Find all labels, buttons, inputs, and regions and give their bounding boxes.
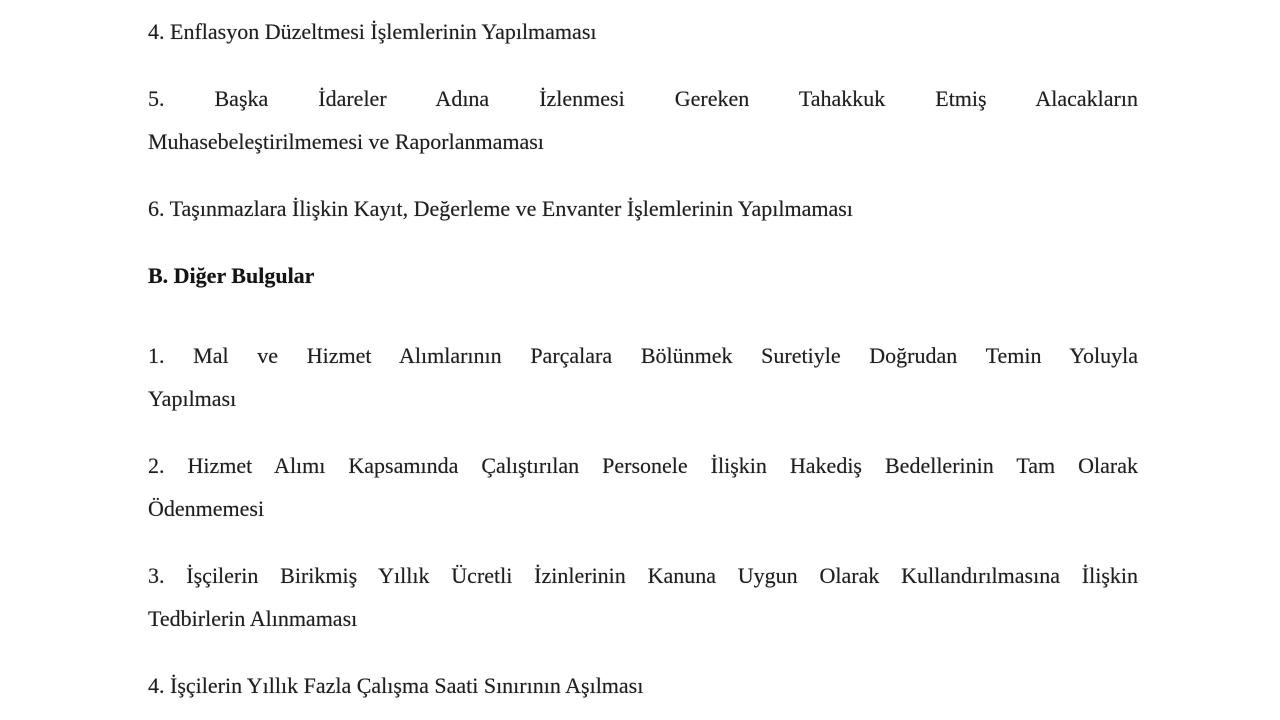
finding-item-line: 5. Başka İdareler Adına İzlenmesi Gereken Tahakkuk Etmiş Alacakların bbox=[148, 86, 1138, 111]
finding-item-line: 4. Enflasyon Düzeltmesi İşlemlerinin Yapılmaması bbox=[148, 19, 597, 44]
finding-item-b2 bbox=[148, 444, 1138, 530]
section-heading-b bbox=[148, 254, 1138, 297]
finding-item-line: Tedbirlerin Alınmaması bbox=[148, 606, 358, 631]
finding-item-a5 bbox=[148, 77, 1138, 163]
finding-item-line: 2. Hizmet Alımı Kapsamında Çalıştırılan Personele İlişkin Hakediş Bedellerinin Tam Olarak bbox=[148, 453, 1138, 478]
finding-item-b4 bbox=[148, 664, 1138, 707]
finding-item-line: 1. Mal ve Hizmet Alımlarının Parçalara Bölünmek Suretiyle Doğrudan Temin Yoluyla bbox=[148, 343, 1138, 368]
finding-item-line: Ödenmemesi bbox=[148, 496, 265, 521]
section-heading-text: B. Diğer Bulgular bbox=[148, 263, 315, 288]
finding-item-line: Muhasebeleştirilmemesi ve Raporlanmaması bbox=[148, 129, 544, 154]
finding-item-a6 bbox=[148, 187, 1138, 230]
finding-item-line: 3. İşçilerin Birikmiş Yıllık Ücretli İzinlerinin Kanuna Uygun Olarak Kullandırılmasına İlişkin bbox=[148, 563, 1138, 588]
finding-item-b1 bbox=[148, 334, 1138, 420]
finding-item-a4 bbox=[148, 10, 1138, 53]
finding-item-line: 6. Taşınmazlara İlişkin Kayıt, Değerleme ve Envanter İşlemlerinin Yapılmaması bbox=[148, 196, 853, 221]
finding-item-b3 bbox=[148, 554, 1138, 640]
finding-item-line: Yapılması bbox=[148, 386, 237, 411]
finding-item-line: 4. İşçilerin Yıllık Fazla Çalışma Saati Sınırının Aşılması bbox=[148, 673, 644, 698]
